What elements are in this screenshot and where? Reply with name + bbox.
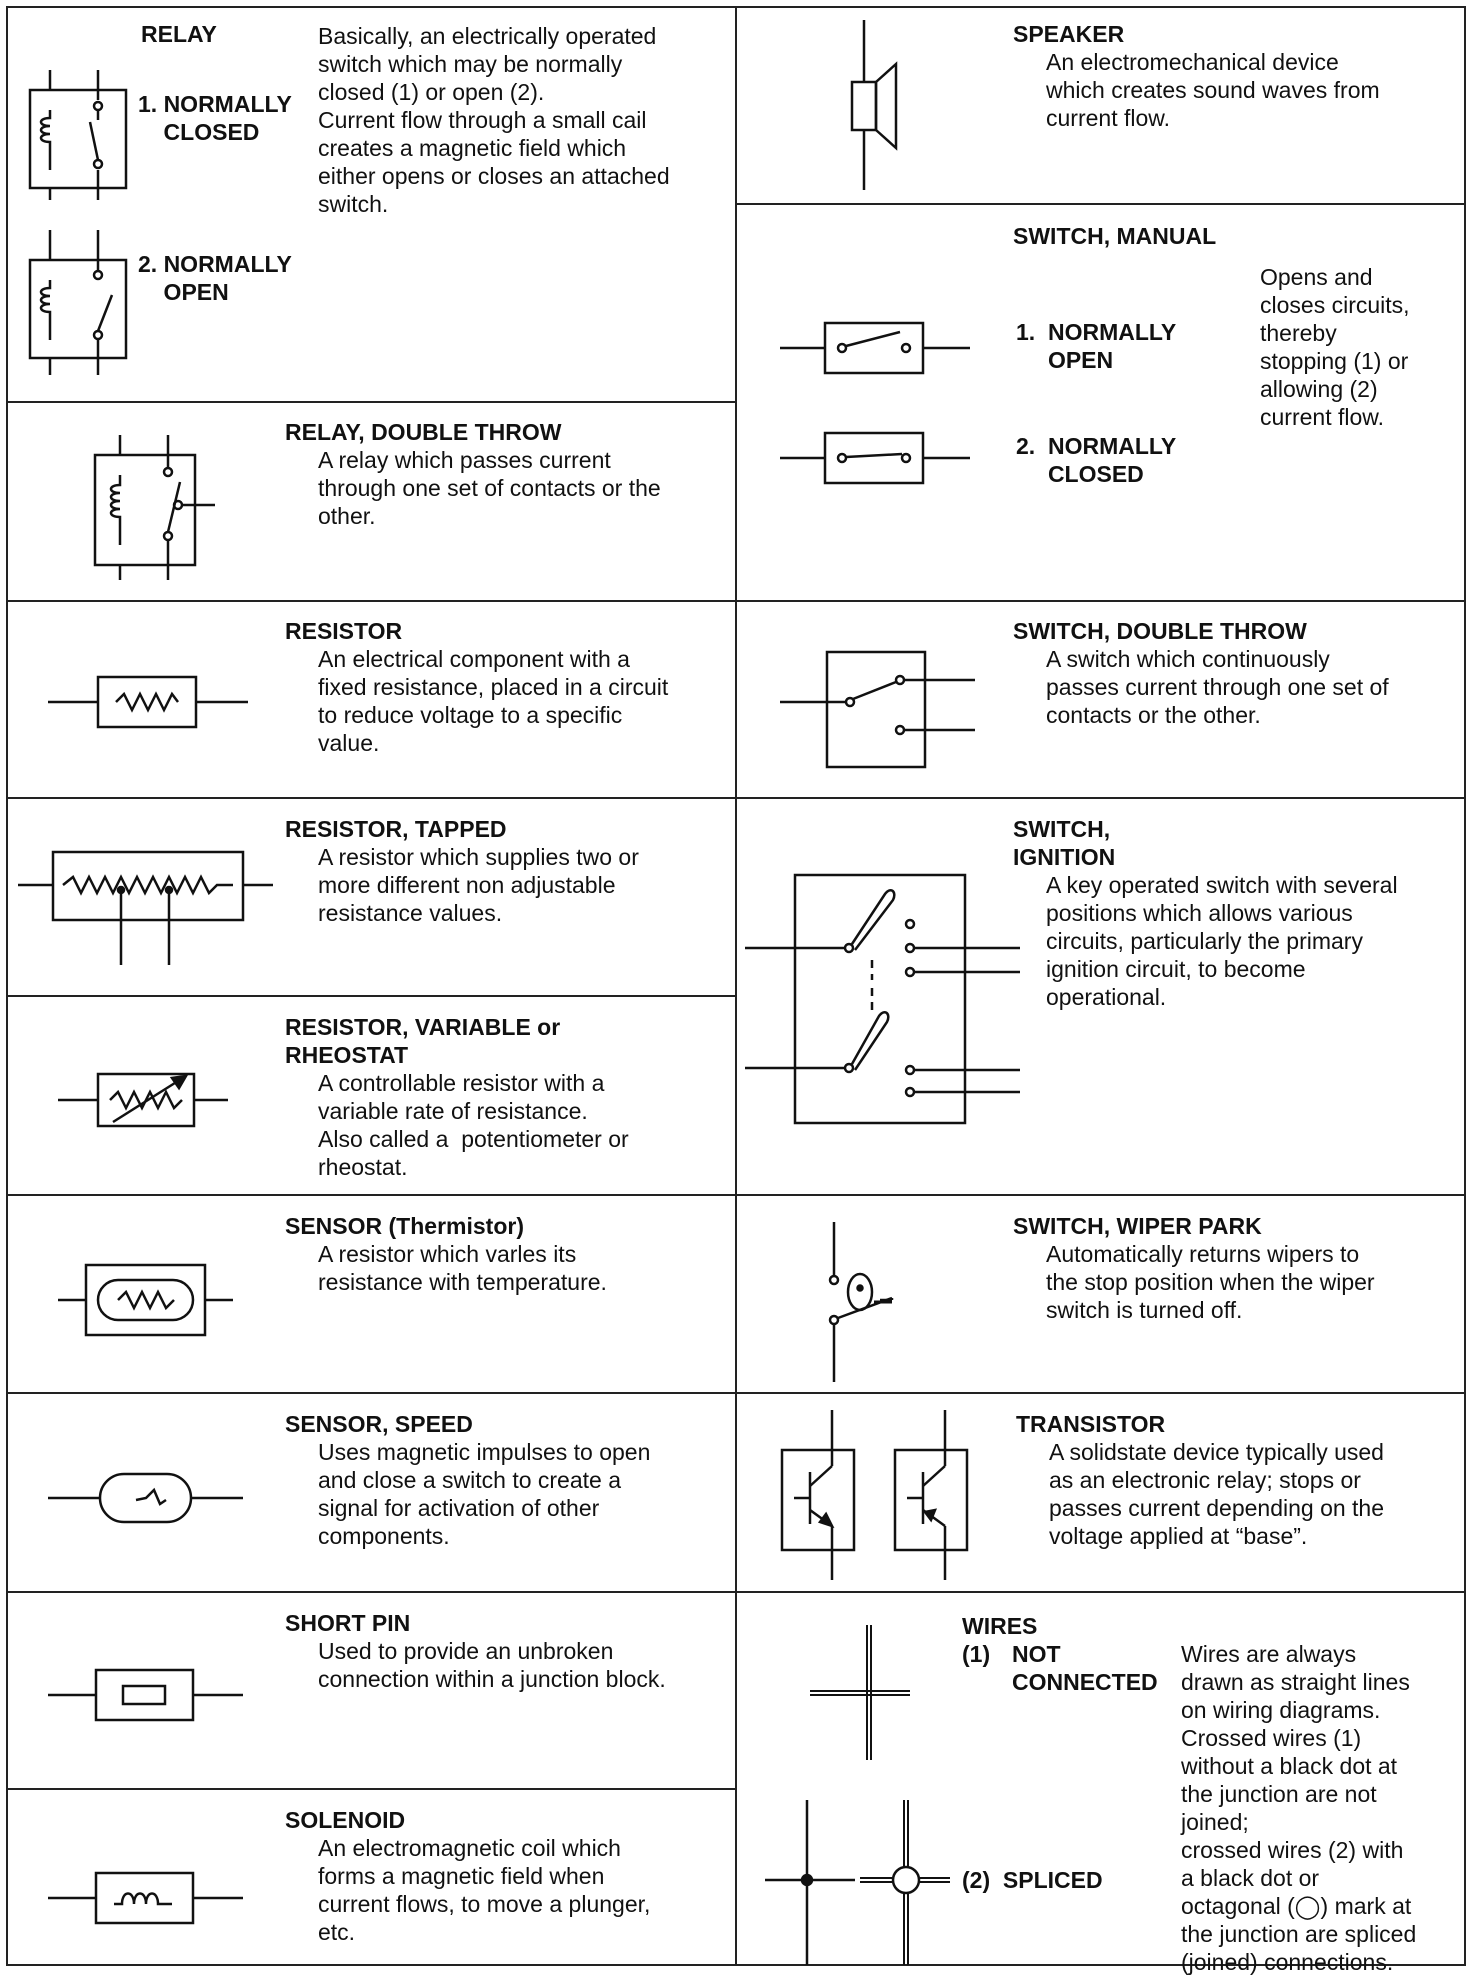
left-divider-8 <box>6 1788 737 1790</box>
short-pin-title: SHORT PIN <box>285 1610 411 1636</box>
resistor-title: RESISTOR <box>285 618 403 644</box>
wires-spliced-dot-icon <box>765 1800 855 1965</box>
transistor-title: TRANSISTOR <box>1016 1411 1166 1437</box>
right-divider-2 <box>735 600 1466 602</box>
center-divider <box>735 6 737 1966</box>
sensor-thermistor-title: SENSOR (Thermistor) <box>285 1213 524 1239</box>
switch-wiper-park-title: SWITCH, WIPER PARK <box>1013 1213 1262 1239</box>
right-divider-5 <box>735 1392 1466 1394</box>
wires-not-connected-icon <box>810 1625 910 1760</box>
sensor-thermistor-icon <box>58 1260 233 1340</box>
switch-double-throw-title: SWITCH, DOUBLE THROW <box>1013 618 1307 644</box>
relay-normally-open-icon <box>20 225 140 375</box>
relay-double-throw-description: A relay which passes current through one set of contacts or the other. <box>318 447 661 529</box>
resistor-variable-icon <box>58 1062 228 1132</box>
switch-double-throw-icon <box>780 650 975 770</box>
resistor-icon <box>48 672 248 732</box>
sensor-speed-title: SENSOR, SPEED <box>285 1411 473 1437</box>
resistor-description: An electrical component with a fixed resistance, placed in a circuit to reduce voltage to a specific value. <box>318 646 669 756</box>
sensor-speed-description: Uses magnetic impulses to open and close a switch to create a signal for activation of other components. <box>318 1439 651 1549</box>
relay-variant2-label: 2. NORMALLY OPEN <box>138 251 292 305</box>
transistor-pnp-icon <box>893 1410 973 1580</box>
right-divider-6 <box>735 1591 1466 1593</box>
resistor-tapped-icon <box>18 850 273 965</box>
switch-normally-open-icon <box>780 318 970 378</box>
switch-manual-variant2-label: 2. NORMALLY CLOSED <box>1016 433 1177 487</box>
resistor-tapped-description: A resistor which supplies two or more different non adjustable resistance values. <box>318 844 639 926</box>
right-divider-1 <box>735 203 1466 205</box>
right-divider-3 <box>735 797 1466 799</box>
resistor-variable-description: A controllable resistor with a variable rate of resistance. Also called a potentiometer or rheostat. <box>318 1070 629 1180</box>
switch-ignition-title: SWITCH, IGNITION <box>1013 816 1116 870</box>
switch-normally-closed-icon <box>780 428 970 488</box>
short-pin-icon <box>48 1665 243 1725</box>
switch-manual-title: SWITCH, MANUAL <box>1013 223 1217 249</box>
relay-title: RELAY <box>141 21 217 47</box>
wires-not-connected-label: NOT CONNECTED <box>1012 1641 1158 1695</box>
wires-spliced-label: (2) SPLICED <box>962 1867 1103 1893</box>
transistor-npn-icon <box>780 1410 860 1580</box>
wires-spliced-octagon-icon <box>860 1800 950 1965</box>
wires-description: Wires are always drawn as straight lines on wiring diagrams. Crossed wires (1) without a black dot at the junction are not joined; crossed wires (2) with a black dot or octagonal (◯) mark at the junction are spliced (joined) connections. <box>1181 1641 1417 1975</box>
relay-normally-closed-icon <box>20 60 140 200</box>
left-divider-7 <box>6 1591 737 1593</box>
short-pin-description: Used to provide an unbroken connection within a junction block. <box>318 1638 666 1692</box>
switch-manual-variant1-label: 1. NORMALLY OPEN <box>1016 319 1177 373</box>
sensor-thermistor-description: A resistor which varles its resistance with temperature. <box>318 1241 607 1295</box>
relay-variant1-label: 1. NORMALLY CLOSED <box>138 91 292 145</box>
speaker-title: SPEAKER <box>1013 21 1125 47</box>
transistor-description: A solidstate device typically used as an electronic relay; stops or passes current depending on the voltage applied at “base”. <box>1049 1439 1385 1549</box>
speaker-icon <box>840 20 930 190</box>
left-divider-3 <box>6 797 737 799</box>
relay-double-throw-icon <box>80 430 230 580</box>
solenoid-title: SOLENOID <box>285 1807 406 1833</box>
speaker-description: An electromechanical device which creates sound waves from current flow. <box>1046 49 1380 131</box>
wires-label1-num: (1) <box>962 1641 991 1667</box>
left-divider-5 <box>6 1194 737 1196</box>
wires-title: WIRES <box>962 1613 1038 1639</box>
relay-double-throw-title: RELAY, DOUBLE THROW <box>285 419 562 445</box>
switch-ignition-description: A key operated switch with several positions which allows various circuits, particularly the primary ignition circuit, to become operational. <box>1046 872 1398 1010</box>
sensor-speed-icon <box>48 1468 243 1528</box>
right-divider-4 <box>735 1194 1466 1196</box>
left-divider-1 <box>6 401 737 403</box>
switch-wiper-park-description: Automatically returns wipers to the stop position when the wiper switch is turned off. <box>1046 1241 1375 1323</box>
solenoid-description: An electromagnetic coil which forms a magnetic field when current flows, to move a plunger, etc. <box>318 1835 651 1945</box>
resistor-variable-title: RESISTOR, VARIABLE or RHEOSTAT <box>285 1014 561 1068</box>
solenoid-icon <box>48 1868 243 1928</box>
border-left <box>6 6 8 1966</box>
border-right <box>1464 6 1466 1966</box>
left-divider-2 <box>6 600 737 602</box>
switch-manual-description: Opens and closes circuits, thereby stopping (1) or allowing (2) current flow. <box>1260 264 1410 430</box>
resistor-tapped-title: RESISTOR, TAPPED <box>285 816 507 842</box>
switch-double-throw-description: A switch which continuously passes current through one set of contacts or the other. <box>1046 646 1389 728</box>
left-divider-6 <box>6 1392 737 1394</box>
left-divider-4 <box>6 995 737 997</box>
switch-ignition-icon <box>745 860 1020 1130</box>
switch-wiper-park-icon <box>810 1222 930 1382</box>
relay-description: Basically, an electrically operated switch which may be normally closed (1) or open (2). Current flow through a small cail creates a magnetic field which either opens or closes an attached switch. <box>318 23 670 217</box>
